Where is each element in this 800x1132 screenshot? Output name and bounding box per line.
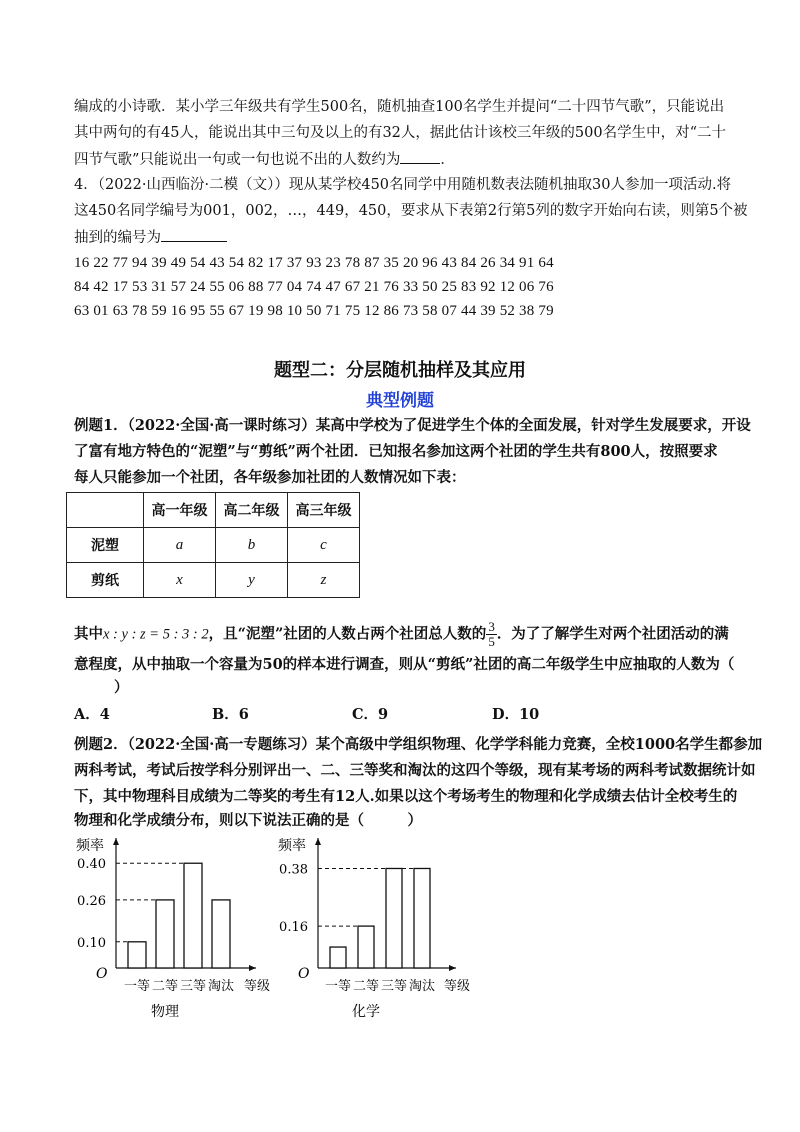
random-number-row-1: 16 22 77 94 39 49 54 43 54 82 17 37 93 23 78 87 35 20 96 43 84 26 34 91 64 bbox=[74, 255, 554, 271]
y-axis-arrow bbox=[315, 838, 321, 845]
fraction bbox=[486, 620, 497, 649]
x-tick-label: 三等 bbox=[380, 979, 408, 994]
table-header-row bbox=[67, 493, 360, 528]
q4-line-1: 4．（2022·山西临汾·二模（文））现从某学校450名同学中用随机数表法随机抽取30人参加一项活动.将 bbox=[74, 177, 732, 193]
x-axis-label: 等级 bbox=[444, 979, 471, 994]
table-header-cell: 高三年级 bbox=[288, 493, 360, 528]
random-number-row-3: 63 01 63 78 59 16 95 55 67 19 98 10 50 71 75 12 86 73 58 07 44 39 52 38 79 bbox=[74, 303, 554, 319]
table-row bbox=[67, 528, 360, 563]
table-cell: a bbox=[144, 528, 216, 563]
y-axis-arrow bbox=[113, 838, 119, 845]
bar bbox=[156, 900, 174, 968]
x-axis-label: 等级 bbox=[244, 979, 271, 994]
option-a[interactable]: A．4 bbox=[74, 706, 110, 723]
table-row bbox=[67, 563, 360, 598]
ex1-line-2: 了富有地方特色的“泥塑”与“剪纸”两个社团．已知报名参加这两个社团的学生共有800人，按照要求 bbox=[74, 443, 718, 460]
ex2-line-4: 物理和化学成绩分布，则以下说法正确的是（ ） bbox=[74, 812, 422, 829]
y-tick-label: 0.26 bbox=[77, 893, 106, 909]
physics-frequency-chart bbox=[60, 828, 295, 1028]
origin-label: O bbox=[298, 966, 310, 982]
fraction-numerator: 3 bbox=[488, 619, 495, 634]
ex2-line-1: 例题2．（2022·全国·高一专题练习）某个高级中学组织物理、化学学科能力竞赛，全校1000名学生都参加 bbox=[74, 736, 763, 753]
bar bbox=[358, 926, 374, 968]
bar bbox=[414, 868, 430, 968]
bar bbox=[330, 947, 346, 968]
intro-line-1: 编成的小诗歌．某小学三年级共有学生500名，随机抽查100名学生并提问“二十四节气歌”，只能说出 bbox=[74, 99, 725, 115]
x-axis-arrow bbox=[249, 965, 256, 971]
x-tick-label: 三等 bbox=[179, 979, 207, 994]
table-header-cell: 高一年级 bbox=[144, 493, 216, 528]
ex1-line-1: 例题1．（2022·全国·高一课时练习）某高中学校为了促进学生个体的全面发展，针对学生发展要求，开设 bbox=[74, 417, 751, 434]
ex2-line-2: 两科考试，考试后按学科分别评出一、二、三等奖和淘汰的这四个等级，现有某考场的两科考试数据统计如 bbox=[74, 762, 756, 779]
ex1-line-6: ） bbox=[114, 679, 129, 696]
table-row-label: 剪纸 bbox=[67, 563, 144, 598]
option-d[interactable]: D．10 bbox=[492, 706, 540, 723]
option-c[interactable]: C．9 bbox=[352, 706, 389, 723]
table-row-label: 泥塑 bbox=[67, 528, 144, 563]
y-tick-label: 0.16 bbox=[279, 920, 308, 936]
ex1-line-5: 意程度，从中抽取一个容量为50的样本进行调查，则从“剪纸”社团的高二年级学生中应抽取的人数为（ bbox=[74, 656, 735, 673]
x-tick-label: 二等 bbox=[151, 979, 179, 994]
table-header-cell bbox=[67, 493, 144, 528]
ex1-line-3: 每人只能参加一个社团，各年级参加社团的人数情况如下表： bbox=[74, 469, 466, 486]
section-subtitle: 典型例题 bbox=[366, 391, 434, 411]
x-tick-label: 二等 bbox=[352, 979, 380, 994]
y-axis-label: 频率 bbox=[76, 838, 104, 854]
bar bbox=[212, 900, 230, 968]
table-header-cell: 高二年级 bbox=[216, 493, 288, 528]
y-tick-label: 0.40 bbox=[77, 857, 106, 873]
section-title: 题型二：分层随机抽样及其应用 bbox=[274, 360, 526, 381]
table-cell: x bbox=[144, 563, 216, 598]
q4-line-3 bbox=[74, 227, 227, 248]
y-tick-label: 0.38 bbox=[279, 862, 308, 878]
q4-line-3-text: 抽到的编号为 bbox=[74, 230, 161, 246]
table-cell: z bbox=[288, 563, 360, 598]
cond-mid: ，且“泥塑”社团的人数占两个社团总人数的 bbox=[208, 625, 487, 643]
ex2-line-3: 下，其中物理科目成绩为二等奖的考生有12人.如果以这个考场考生的物理和化学成绩去估计全校考生的 bbox=[74, 788, 738, 805]
x-tick-label: 淘汰 bbox=[207, 979, 235, 994]
answer-blank[interactable] bbox=[400, 149, 440, 164]
y-axis-label: 频率 bbox=[278, 838, 306, 854]
bar bbox=[128, 942, 146, 968]
table-cell: c bbox=[288, 528, 360, 563]
cond-prefix: 其中 bbox=[74, 625, 103, 643]
intro-line-3-end: ． bbox=[440, 152, 455, 168]
x-tick-label: 一等 bbox=[324, 979, 352, 994]
chemistry-frequency-chart bbox=[266, 828, 501, 1028]
table-cell: b bbox=[216, 528, 288, 563]
answer-blank[interactable] bbox=[161, 227, 227, 242]
ex1-condition-line bbox=[74, 620, 729, 649]
origin-label: O bbox=[96, 966, 108, 982]
ratio-formula: x : y : z = 5 : 3 : 2 bbox=[103, 626, 209, 643]
q4-line-2: 这450名同学编号为001，002，…，449，450，要求从下表第2行第5列的数字开始向右读，则第5个被 bbox=[74, 203, 748, 219]
option-b[interactable]: B．6 bbox=[212, 706, 249, 723]
x-tick-label: 淘汰 bbox=[408, 979, 436, 994]
club-grade-table bbox=[66, 492, 360, 598]
intro-line-3-text: 四节气歌”只能说出一句或一句也说不出的人数约为 bbox=[74, 152, 401, 168]
bar bbox=[386, 868, 402, 968]
table-cell: y bbox=[216, 563, 288, 598]
intro-line-2: 其中两句的有45人，能说出其中三句及以上的有32人，据此估计该校三年级的500名学生中，对“二十 bbox=[74, 125, 726, 141]
y-tick-label: 0.10 bbox=[77, 935, 106, 951]
cond-end: ．为了了解学生对两个社团活动的满 bbox=[496, 625, 729, 643]
chart-title: 物理 bbox=[151, 1004, 179, 1020]
x-axis-arrow bbox=[449, 965, 456, 971]
intro-line-3 bbox=[74, 149, 455, 170]
fraction-denominator: 5 bbox=[488, 634, 495, 649]
bar bbox=[184, 863, 202, 968]
random-number-row-2: 84 42 17 53 31 57 24 55 06 88 77 04 74 47 67 21 76 33 50 25 83 92 12 06 76 bbox=[74, 279, 554, 295]
chart-title: 化学 bbox=[352, 1004, 380, 1020]
x-tick-label: 一等 bbox=[123, 979, 151, 994]
